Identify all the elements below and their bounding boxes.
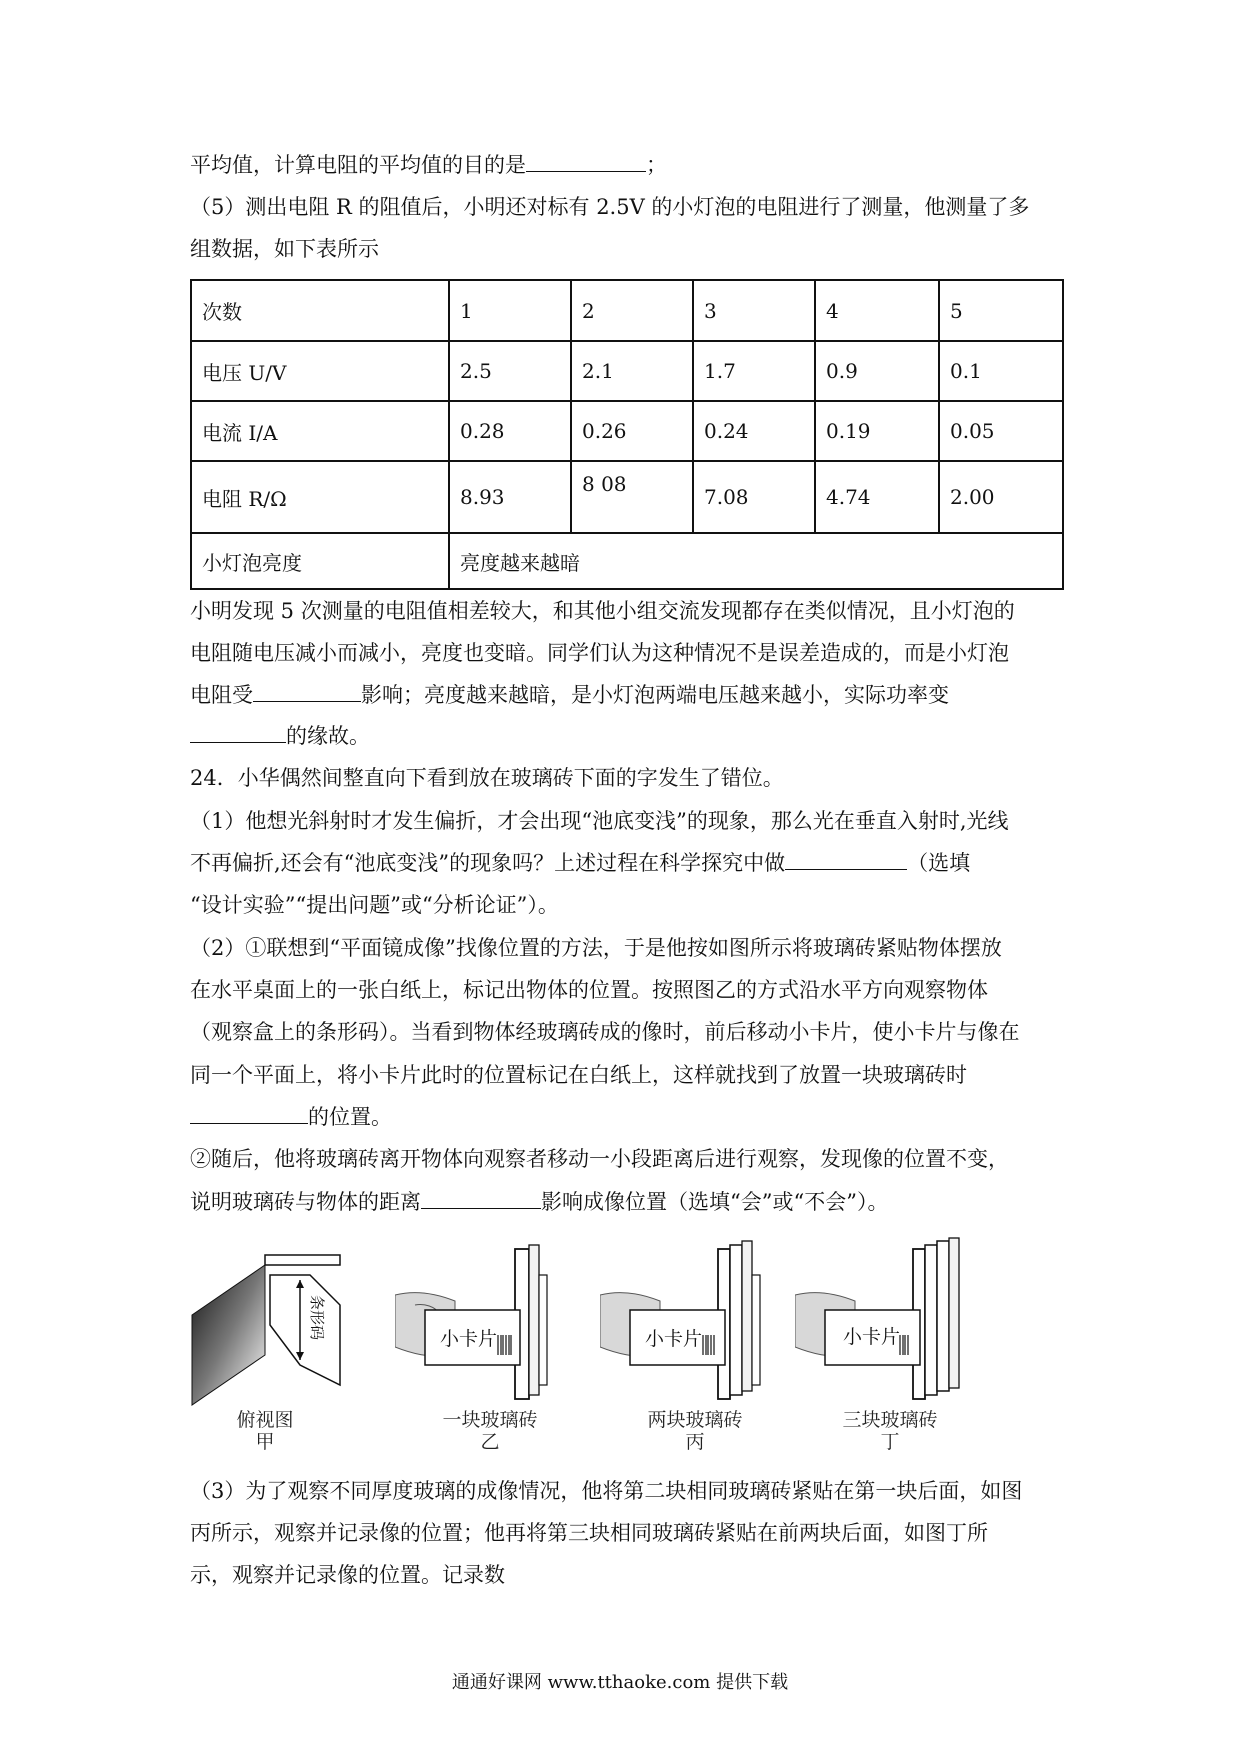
table-cell: 4 — [815, 280, 939, 341]
row-label: 次数 — [191, 280, 449, 341]
text-line-18: 说明玻璃砖与物体的距离 影响成像位置（选填“会”或“不会”）。 — [190, 1190, 889, 1214]
answer-blank[interactable] — [190, 722, 286, 743]
text-line-20: 丙所示，观察并记录像的位置；他再将第三块相同玻璃砖紧贴在前两块后面，如图丁所 — [190, 1521, 988, 1545]
answer-blank[interactable] — [785, 849, 907, 870]
table-cell: 0.9 — [815, 341, 939, 401]
figure-yi-label-top: 一块玻璃砖 — [442, 1409, 538, 1431]
one-glass-block-illustration — [395, 1235, 575, 1410]
table-cell: 1 — [449, 280, 571, 341]
text-line-19: （3）为了观察不同厚度玻璃的成像情况，他将第二块相同玻璃砖紧贴在第一块后面，如图 — [190, 1479, 1023, 1503]
table-row — [191, 533, 1063, 589]
figure-jia-label-top: 俯视图 — [236, 1409, 294, 1431]
table-cell: 2.00 — [939, 461, 1063, 533]
row-label: 小灯泡亮度 — [191, 533, 449, 589]
table-cell: 0.19 — [815, 401, 939, 461]
row-label: 电压 U/V — [191, 341, 449, 401]
figure-ding-label-top: 三块玻璃砖 — [842, 1409, 938, 1431]
table-cell: 0.1 — [939, 341, 1063, 401]
answer-blank[interactable] — [190, 1103, 308, 1124]
page-footer: 通通好课网 www.tthaoke.com 提供下载 — [451, 1672, 789, 1693]
table-cell: 2.5 — [449, 341, 571, 401]
figure-jia — [190, 1235, 360, 1453]
text-line-21: 示，观察并记录像的位置。记录数 — [190, 1563, 505, 1587]
measurement-table — [190, 279, 1064, 590]
table-cell: 亮度越来越暗 — [449, 533, 1063, 589]
two-glass-blocks-illustration — [600, 1235, 780, 1410]
text-line-2: （5）测出电阻 R 的阻值后，小明还对标有 2.5V 的小灯泡的电阻进行了测量，他测量了多 — [190, 195, 1030, 219]
answer-blank[interactable] — [421, 1188, 541, 1209]
text-line-16: 的位置。 — [190, 1102, 392, 1132]
row-label: 电流 I/A — [191, 401, 449, 461]
table-cell: 2.1 — [571, 341, 693, 401]
table-row — [191, 280, 1063, 341]
text-line-3: 组数据，如下表所示 — [190, 237, 379, 261]
table-cell: 7.08 — [693, 461, 815, 533]
text-line-5: 电阻随电压减小而减小，亮度也变暗。同学们认为这种情况不是误差造成的，而是小灯泡 — [190, 641, 1009, 665]
table-cell: 0.24 — [693, 401, 815, 461]
three-glass-blocks-illustration — [795, 1235, 985, 1410]
table-cell: 1.7 — [693, 341, 815, 401]
figure-jia-label: 甲 — [255, 1431, 275, 1453]
text-line-9: （1）他想光斜射时才发生偏折，才会出现“池底变浅”的现象，那么光在垂直入射时,光线 — [190, 809, 1009, 833]
text-line-15: 同一个平面上，将小卡片此时的位置标记在白纸上，这样就找到了放置一块玻璃砖时 — [190, 1063, 967, 1087]
card-label: 小卡片 — [440, 1328, 498, 1350]
figure-bing-label: 丙 — [685, 1431, 705, 1453]
text-line-6: 电阻受 影响；亮度越来越暗，是小灯泡两端电压越来越小，实际功率变 — [190, 683, 949, 707]
top-view-illustration — [190, 1235, 360, 1425]
figure-bing — [600, 1235, 780, 1453]
figure-ding — [795, 1235, 985, 1453]
table-row — [191, 401, 1063, 461]
figure-yi — [395, 1235, 575, 1453]
table-cell: 8.93 — [449, 461, 571, 533]
figure-bing-label-top: 两块玻璃砖 — [647, 1409, 743, 1431]
text-line-17: ②随后，他将玻璃砖离开物体向观察者移动一小段距离后进行观察，发现像的位置不变， — [190, 1147, 1009, 1171]
text-line-10: 不再偏折,还会有“池底变浅”的现象吗？上述过程在科学探究中做 （选填 — [190, 851, 971, 875]
table-row — [191, 461, 1063, 533]
text-line-12: （2）①联想到“平面镜成像”找像位置的方法，于是他按如图所示将玻璃砖紧贴物体摆放 — [190, 936, 1002, 960]
table-cell: 8 08 — [571, 461, 693, 533]
table-row — [191, 341, 1063, 401]
card-label: 小卡片 — [843, 1326, 901, 1348]
table-cell: 4.74 — [815, 461, 939, 533]
box-label: 条形码 — [308, 1295, 326, 1341]
text-line-7: 的缘故。 — [190, 721, 370, 751]
table-cell: 2 — [571, 280, 693, 341]
table-cell: 3 — [693, 280, 815, 341]
text-line-14: （观察盒上的条形码）。当看到物体经玻璃砖成的像时，前后移动小卡片，使小卡片与像在 — [190, 1020, 1020, 1044]
answer-blank[interactable] — [526, 151, 646, 172]
text-line-4: 小明发现 5 次测量的电阻值相差较大，和其他小组交流发现都存在类似情况，且小灯泡的 — [190, 599, 1015, 623]
figure-yi-label: 乙 — [480, 1431, 500, 1453]
row-label: 电阻 R/Ω — [191, 461, 449, 533]
answer-blank[interactable] — [253, 681, 361, 702]
question-24-stem: 24．小华偶然间整直向下看到放在玻璃砖下面的字发生了错位。 — [190, 766, 784, 790]
text-line-11: “设计实验”“提出问题”或“分析论证”）。 — [190, 893, 559, 917]
text-line-13: 在水平桌面上的一张白纸上，标记出物体的位置。按照图乙的方式沿水平方向观察物体 — [190, 978, 988, 1002]
table-cell: 0.26 — [571, 401, 693, 461]
figure-ding-label: 丁 — [880, 1431, 900, 1453]
text-line-1: 平均值，计算电阻的平均值的目的是 ； — [190, 153, 667, 177]
table-cell: 0.28 — [449, 401, 571, 461]
table-cell: 0.05 — [939, 401, 1063, 461]
card-label: 小卡片 — [645, 1328, 703, 1350]
table-cell: 5 — [939, 280, 1063, 341]
